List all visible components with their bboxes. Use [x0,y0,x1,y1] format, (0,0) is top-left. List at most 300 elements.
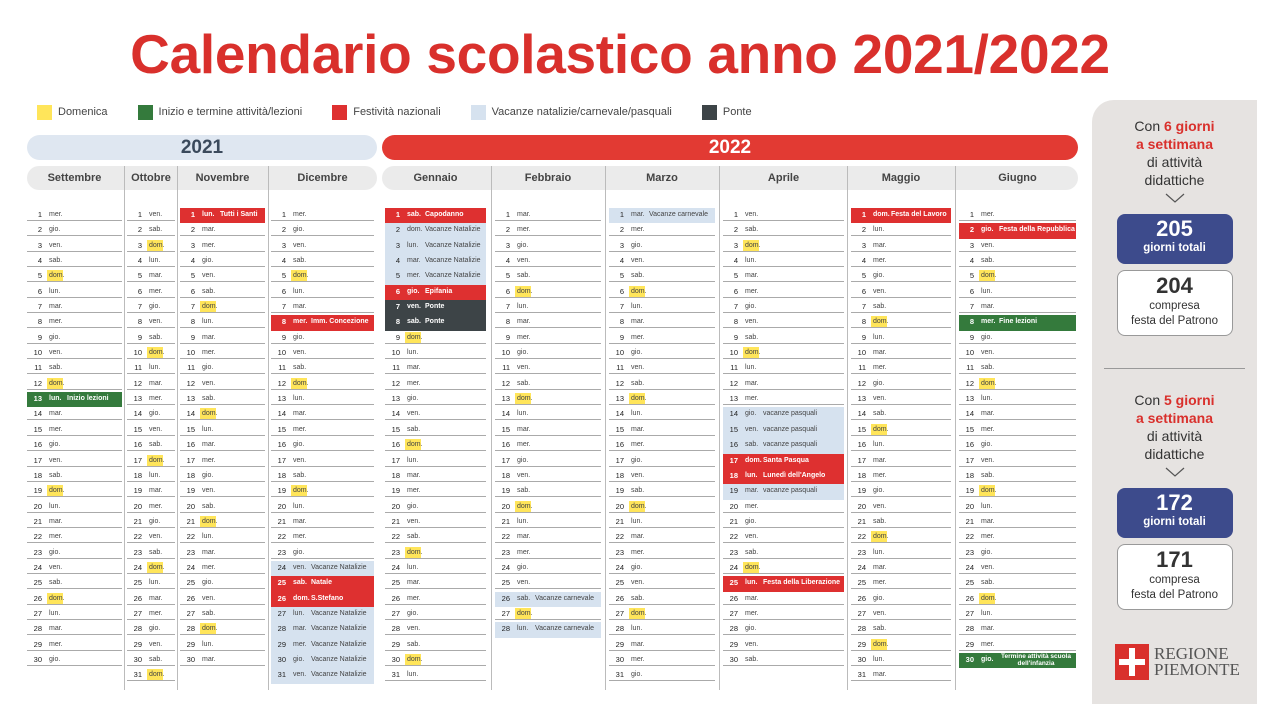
day-row [180,239,265,254]
row-rule [609,266,715,267]
day-number: 29 [391,639,400,649]
day-weekday: dom. [873,211,890,218]
column-divider [124,166,125,690]
row-rule [851,542,951,543]
day-weekday: mer. [745,287,759,295]
day-row [851,392,951,407]
day-number: 28 [501,624,510,634]
day-row [723,438,844,453]
row-rule [385,343,486,344]
day-number: 23 [615,547,624,557]
day-number: 15 [186,424,195,434]
day-weekday: sab. [202,395,216,403]
day-row [495,377,601,392]
day-weekday: mar. [631,425,645,433]
day-row [180,377,265,392]
day-number: 8 [619,317,624,327]
day-weekday: dom. [631,502,647,510]
day-number: 5 [969,271,974,281]
day-weekday: lun. [631,303,643,311]
day-row [180,454,265,469]
row-rule [180,389,265,390]
day-number: 27 [729,608,738,618]
day-row [851,269,951,284]
row-rule [127,665,175,666]
month-name: Gennaio [413,172,458,184]
day-row [609,438,715,453]
day-weekday: ven. [407,303,422,311]
day-number: 22 [615,532,624,542]
day-number: 13 [391,394,400,404]
day-weekday: mer. [517,333,531,341]
day-number: 23 [729,547,738,557]
day-row [180,515,265,530]
day-number: 21 [133,516,142,526]
day-number: 13 [857,394,866,404]
day-weekday: gio. [202,364,214,372]
row-rule [609,619,715,620]
day-row [27,484,122,499]
day-row [851,500,951,515]
day-number: 13 [965,394,974,404]
day-weekday: lun. [293,609,305,617]
day-weekday: sab. [49,471,63,479]
day-number: 19 [965,486,974,496]
day-row [385,653,486,668]
row-rule [180,281,265,282]
day-number: 10 [133,348,142,358]
day-weekday: gio. [293,441,305,449]
day-row [723,592,844,607]
row-rule [27,604,122,605]
day-weekday: ven. [293,456,307,464]
day-weekday: gio. [631,349,643,357]
day-weekday: lun. [745,257,757,265]
row-rule [127,466,175,467]
day-row [180,500,265,515]
month-name: Dicembre [297,172,348,184]
day-row [959,254,1076,269]
row-rule [851,619,951,620]
day-number: 9 [137,332,142,342]
day-number: 11 [187,363,195,373]
day-weekday: ven. [745,211,759,218]
day-number: 5 [37,271,42,281]
day-weekday: mer. [517,226,531,234]
day-row [851,668,951,683]
row-rule [385,665,486,666]
day-weekday: gio. [202,471,214,479]
day-row [271,331,374,346]
day-weekday: mer. [293,425,307,433]
day-weekday: sab. [149,333,163,341]
row-rule [27,573,122,574]
day-row [385,576,486,591]
day-number: 7 [137,302,142,312]
day-number: 16 [615,440,624,450]
row-rule [127,235,175,236]
day-row [180,392,265,407]
month-name: Novembre [195,172,250,184]
day-row [723,361,844,376]
day-number: 30 [186,654,195,664]
day-number: 1 [137,210,142,219]
row-rule [959,373,1076,374]
day-number: 7 [861,302,866,312]
day-number: 8 [281,317,286,327]
day-weekday: dom. [407,333,423,341]
day-weekday: sab. [745,441,759,449]
day-number: 22 [391,532,400,542]
day-number: 24 [501,562,510,572]
month-name: Settembre [47,172,102,184]
day-weekday: dom. [202,410,218,418]
day-number: 24 [186,562,195,572]
day-number: 14 [33,409,42,419]
day-weekday: gio. [981,548,993,556]
row-rule [609,450,715,451]
day-number: 12 [729,378,738,388]
day-number: 12 [33,378,42,388]
day-number: 21 [729,516,738,526]
month-column [495,208,601,638]
row-rule [609,634,715,635]
legend-swatch [138,105,153,120]
day-weekday: mar. [517,211,531,218]
day-number: 30 [33,654,42,664]
day-weekday: sab. [149,655,163,663]
day-row [609,361,715,376]
day-number: 16 [277,440,286,450]
month-column [385,208,486,684]
day-number: 29 [277,639,286,649]
row-rule [385,512,486,513]
day-event: Santa Pasqua [763,456,809,464]
row-rule [180,527,265,528]
row-rule [959,312,1076,313]
row-rule [385,419,486,420]
row-rule [851,680,951,681]
day-row [180,223,265,238]
row-rule [723,542,844,543]
day-row [495,269,601,284]
day-row [127,668,175,683]
day-row [723,407,844,422]
day-row [385,300,486,315]
row-rule [127,220,175,221]
day-row [27,500,122,515]
row-rule [180,419,265,420]
day-number: 4 [37,256,42,266]
row-rule [851,466,951,467]
day-weekday: mer. [49,640,63,648]
day-event: Fine lezioni [999,318,1038,326]
row-rule [851,281,951,282]
day-number: 15 [857,424,866,434]
day-number: 19 [133,486,142,496]
row-rule [27,389,122,390]
day-number: 10 [729,348,738,358]
legend-item-start-end [138,105,303,120]
day-number: 11 [34,363,42,373]
row-rule [609,312,715,313]
day-number: 11 [966,363,974,373]
row-rule [851,573,951,574]
day-number: 20 [501,501,510,511]
day-weekday: dom. [149,349,165,357]
day-number: 3 [733,240,738,250]
day-row [959,361,1076,376]
day-number: 22 [186,532,195,542]
day-weekday: sab. [745,655,759,663]
day-weekday: ven. [407,517,421,525]
row-rule [851,404,951,405]
day-row [723,223,844,238]
day-row [609,392,715,407]
day-row [27,285,122,300]
row-rule [495,558,601,559]
day-weekday: mer. [293,640,307,648]
day-number: 25 [391,578,400,588]
row-rule [385,450,486,451]
sidebar-divider [1104,368,1245,369]
row-rule [385,619,486,620]
day-row [271,546,374,561]
column-divider [955,166,956,690]
day-row [127,407,175,422]
day-weekday: dom. [293,487,309,495]
day-row [27,239,122,254]
day-weekday: dom. [202,303,218,311]
day-row [27,546,122,561]
row-rule [609,373,715,374]
row-rule [723,327,844,328]
day-row [27,407,122,422]
day-weekday: mer. [873,257,887,265]
day-row [959,223,1076,238]
day-row [959,638,1076,653]
day-weekday: ven. [517,471,531,479]
day-row [127,254,175,269]
legend-swatch [37,105,52,120]
day-event: Festa della Repubblica [999,226,1075,234]
day-weekday: mer. [49,533,63,541]
month-column [851,208,951,684]
day-row [495,407,601,422]
day-weekday: mar. [745,487,759,495]
day-row [180,331,265,346]
row-rule [127,404,175,405]
day-number: 29 [965,639,974,649]
day-number: 17 [615,455,624,465]
day-number: 9 [733,332,738,342]
day-number: 3 [861,240,866,250]
day-weekday: sab. [981,579,995,587]
row-rule [959,496,1076,497]
row-rule [723,512,844,513]
day-weekday: lun. [631,625,643,633]
day-weekday: ven. [49,349,63,357]
row-rule [959,343,1076,344]
day-row [495,208,601,223]
day-number: 16 [965,440,974,450]
row-rule [385,389,486,390]
day-number: 7 [281,302,286,312]
day-number: 21 [615,516,624,526]
day-row [271,515,374,530]
day-number: 31 [391,670,400,680]
row-rule [851,312,951,313]
day-row [27,300,122,315]
day-row [851,592,951,607]
row-rule [723,373,844,374]
day-event: Vacanze Natalizie [311,640,367,648]
day-number: 28 [33,624,42,634]
summary-text: Con [1134,118,1161,134]
row-rule [385,373,486,374]
day-row [385,377,486,392]
row-rule [609,419,715,420]
day-number: 12 [501,378,510,388]
day-weekday: mer. [293,211,307,218]
day-number: 23 [501,547,510,557]
day-weekday: lun. [517,625,529,633]
day-row [180,622,265,637]
day-row [959,285,1076,300]
day-weekday: gio. [631,563,643,571]
row-rule [959,619,1076,620]
day-weekday: dom. [407,226,423,234]
row-rule [127,512,175,513]
day-weekday: lun. [981,609,993,617]
day-number: 31 [857,670,866,680]
day-weekday: gio. [981,333,993,341]
day-row [385,208,486,223]
day-event: Tutti i Santi [220,211,258,218]
day-number: 7 [37,302,42,312]
day-row [385,315,486,330]
day-row [385,530,486,545]
day-weekday: gio. [745,303,757,311]
day-row [495,239,601,254]
day-weekday: ven. [407,410,421,418]
row-rule [609,343,715,344]
row-rule [959,220,1076,221]
month-name: Maggio [881,172,921,184]
day-row [609,331,715,346]
day-row [723,315,844,330]
day-weekday: mar. [631,211,645,218]
row-rule [180,450,265,451]
day-weekday: dom. [745,241,761,249]
day-row [127,239,175,254]
day-number: 20 [729,501,738,511]
day-row [180,300,265,315]
day-weekday: ven. [631,257,645,265]
row-rule [723,573,844,574]
day-row [127,315,175,330]
row-rule [180,558,265,559]
row-rule [851,373,951,374]
day-number: 24 [277,562,286,572]
row-rule [127,650,175,651]
day-row [385,239,486,254]
day-event: Ponte [425,318,445,326]
day-row [127,530,175,545]
row-rule [723,235,844,236]
day-number: 11 [616,363,624,373]
day-number: 5 [395,271,400,281]
day-row [851,515,951,530]
day-weekday: mar. [873,456,887,464]
day-weekday: gio. [631,456,643,464]
day-weekday: mar. [202,226,216,234]
day-number: 3 [395,240,400,250]
day-weekday: dom. [517,395,533,403]
day-weekday: lun. [981,395,993,403]
day-number: 24 [33,562,42,572]
day-number: 10 [33,348,42,358]
row-rule [127,251,175,252]
day-weekday: gio. [631,671,643,679]
day-number: 2 [969,225,974,235]
column-divider [491,166,492,690]
day-number: 11 [392,363,400,373]
day-row [180,254,265,269]
patron-days-box [1117,544,1233,610]
day-row [385,331,486,346]
day-number: 5 [505,271,510,281]
day-row [180,576,265,591]
column-divider [177,166,178,690]
day-number: 30 [277,654,286,664]
day-row [723,208,844,223]
row-rule [271,389,374,390]
day-weekday: ven. [517,579,531,587]
row-rule [271,220,374,221]
day-row [27,515,122,530]
day-row [495,438,601,453]
day-number: 19 [857,486,866,496]
day-weekday: lun. [202,211,215,218]
row-rule [851,650,951,651]
day-number: 23 [133,547,142,557]
day-weekday: ven. [202,487,216,495]
day-row [385,285,486,300]
day-weekday: dom. [745,456,762,464]
day-number: 1 [505,210,510,219]
day-number: 24 [133,562,142,572]
day-weekday: mar. [149,594,163,602]
day-event: Festa del Lavoro [891,211,947,218]
day-number: 14 [615,409,624,419]
logo-line: REGIONE [1154,644,1229,663]
day-weekday: mer. [873,579,887,587]
day-row [723,377,844,392]
day-number: 15 [277,424,286,434]
day-number: 13 [133,394,142,404]
day-weekday: dom. [631,395,647,403]
day-row [271,285,374,300]
total-days-box [1117,214,1233,264]
row-rule [385,558,486,559]
day-row [127,546,175,561]
day-row [180,638,265,653]
day-number: 20 [391,501,400,511]
row-rule [27,619,122,620]
row-rule [959,588,1076,589]
row-rule [180,496,265,497]
